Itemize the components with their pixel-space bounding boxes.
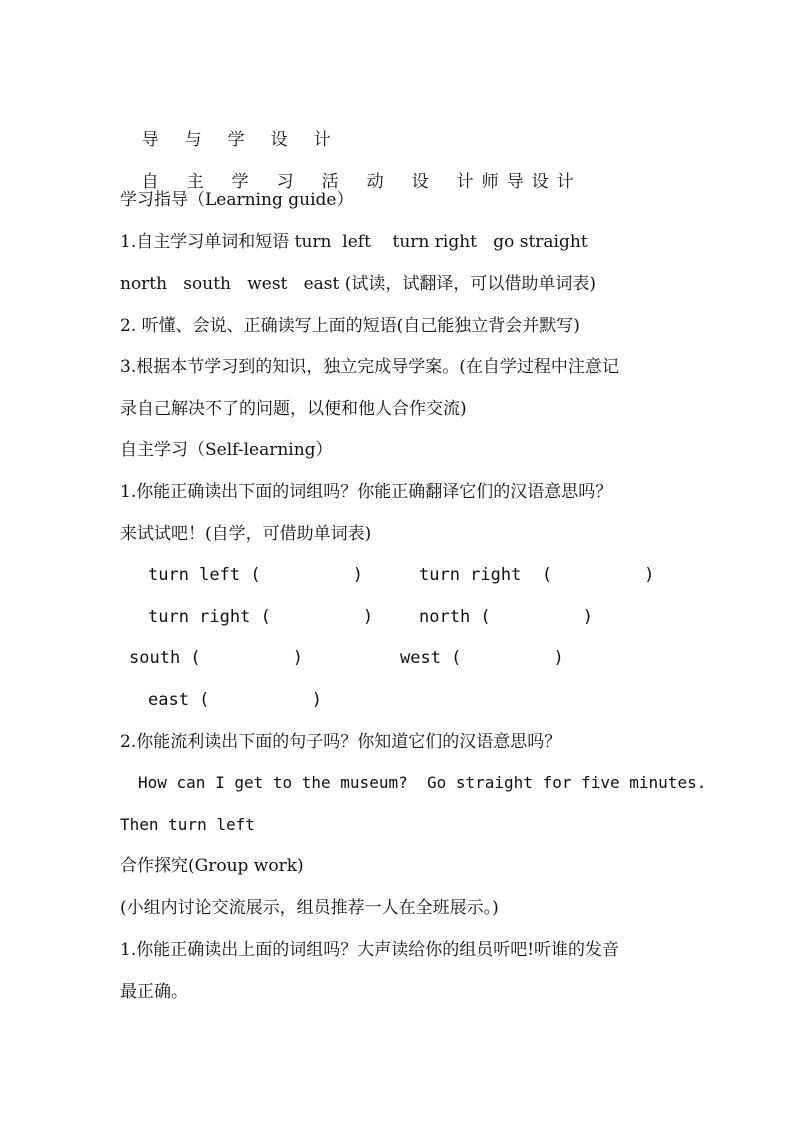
heading-char: 设: [270, 130, 288, 150]
heading-char: 主: [186, 172, 204, 192]
heading-char: 导: [141, 130, 159, 150]
group-work-instruction: (小组内讨论交流展示，组员推荐一人在全班展示。): [120, 898, 499, 918]
heading-char: 设: [411, 172, 429, 192]
section-learning-guide: 学习指导（Learning guide）: [120, 190, 354, 210]
heading-char: 计: [313, 130, 331, 150]
group-work-q1: 1.你能正确读出上面的词组吗？大声读给你的组员听吧!听谁的发音: [120, 940, 620, 960]
heading-char: 动: [366, 172, 384, 192]
heading-char: 活: [321, 172, 339, 192]
heading-char: 自: [141, 172, 159, 192]
phrase-blank-south: south ( ): [129, 648, 303, 668]
heading-char: 学: [231, 172, 249, 192]
phrase-blank-east: east ( ): [148, 690, 322, 710]
sentence-museum: How can I get to the museum? Go straight for five minutes.: [138, 773, 707, 792]
heading-char: 计: [456, 172, 474, 192]
heading-char: 设: [531, 172, 549, 192]
phrase-blank-turn-right-2: turn right ( ): [148, 607, 374, 627]
heading-char: 与: [184, 130, 202, 150]
phrase-blank-west: west ( ): [400, 648, 564, 668]
guide-item-1-cont: north south west east (试读，试翻译，可以借助单词表): [120, 274, 596, 294]
guide-item-3-cont: 录自己解决不了的问题，以便和他人合作交流): [120, 399, 467, 419]
phrase-blank-turn-right: turn right ( ): [419, 565, 655, 585]
heading-char: 学: [227, 130, 245, 150]
section-self-learning: 自主学习（Self-learning）: [120, 440, 333, 460]
guide-item-2: 2. 听懂、会说、正确读写上面的短语(自己能独立背会并默写): [120, 316, 580, 336]
phrase-blank-north: north ( ): [419, 607, 593, 627]
self-learning-q1: 1.你能正确读出下面的词组吗？你能正确翻译它们的汉语意思吗？: [120, 482, 613, 502]
guide-item-3: 3.根据本节学习到的知识，独立完成导学案。(在自学过程中注意记: [120, 357, 619, 377]
heading-char: 导: [506, 172, 524, 192]
self-learning-q1-cont: 来试试吧！(自学，可借助单词表): [120, 524, 372, 544]
section-group-work: 合作探究(Group work): [120, 856, 304, 876]
heading-char: 习: [276, 172, 294, 192]
heading-char: 计: [556, 172, 574, 192]
group-work-q1-cont: 最正确。: [120, 982, 188, 1002]
sentence-turn-left: Then turn left: [120, 815, 255, 834]
guide-item-1: 1.自主学习单词和短语 turn left turn right go straight: [120, 232, 588, 252]
phrase-blank-turn-left: turn left ( ): [148, 565, 363, 585]
heading-char: 师: [481, 172, 499, 192]
self-learning-q2: 2.你能流利读出下面的句子吗？你知道它们的汉语意思吗？: [120, 732, 562, 752]
